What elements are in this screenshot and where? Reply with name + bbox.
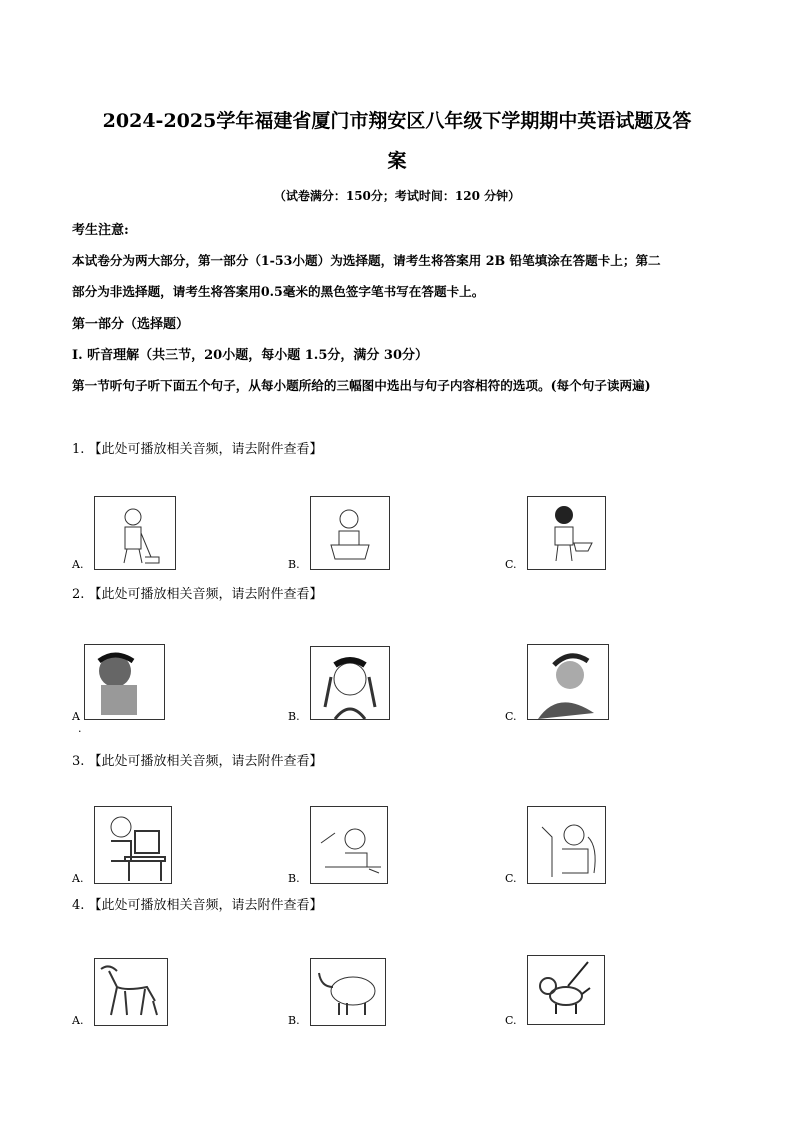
q4-option-b-image[interactable]	[310, 958, 386, 1026]
q1-option-c-image[interactable]	[527, 496, 606, 570]
q3-option-b-image[interactable]	[310, 806, 388, 884]
question-1-label: 1. 【此处可播放相关音频，请去附件查看】	[72, 442, 323, 457]
q2-option-a-dot: .	[78, 722, 82, 735]
q4-option-a-image[interactable]	[94, 958, 168, 1026]
q1-option-a-image[interactable]	[94, 496, 176, 570]
q3-option-a-image[interactable]	[94, 806, 172, 884]
notice-line-2: 部分为非选择题，请考生将答案用0.5毫米的黑色签字笔书写在答题卡上。	[72, 284, 485, 299]
q2-option-c: C.	[505, 710, 517, 723]
q2-option-b: B.	[288, 710, 300, 723]
question-3-label: 3. 【此处可播放相关音频，请去附件查看】	[72, 754, 323, 769]
section-1-heading: Ⅰ. 听音理解（共三节，20小题，每小题 1.5分，满分 30分）	[72, 348, 428, 363]
title-line-1: 2024-2025学年福建省厦门市翔安区八年级下学期期中英语试题及答	[102, 110, 692, 132]
q2-option-b-image[interactable]	[310, 646, 390, 720]
q1-option-a: A.	[72, 558, 84, 571]
q4-option-c-image[interactable]	[527, 955, 605, 1025]
title-line-2: 案	[387, 150, 407, 172]
q3-option-a: A.	[72, 872, 84, 885]
q2-option-a: A	[72, 710, 80, 723]
subtitle: （试卷满分：150分；考试时间：120 分钟）	[273, 189, 521, 203]
q2-option-c-image[interactable]	[527, 644, 609, 720]
q3-option-c: C.	[505, 872, 517, 885]
q3-option-c-image[interactable]	[527, 806, 606, 884]
q1-option-b-image[interactable]	[310, 496, 390, 570]
q1-option-b: B.	[288, 558, 300, 571]
q4-option-b: B.	[288, 1014, 300, 1027]
question-2-label: 2. 【此处可播放相关音频，请去附件查看】	[72, 587, 323, 602]
q1-option-c: C.	[505, 558, 517, 571]
notice-line-1: 本试卷分为两大部分，第一部分（1-53小题）为选择题，请考生将答案用 2B 铅笔填涂在答题卡上；第二	[72, 253, 661, 268]
q4-option-c: C.	[505, 1014, 517, 1027]
part-1-heading: 第一部分（选择题）	[72, 317, 190, 332]
q3-option-b: B.	[288, 872, 300, 885]
q4-option-a: A.	[72, 1014, 84, 1027]
question-4-label: 4. 【此处可播放相关音频，请去附件查看】	[72, 898, 323, 913]
q2-option-a-image[interactable]	[84, 644, 165, 720]
notice-heading: 考生注意:	[72, 223, 129, 238]
section-1-intro: 第一节听句子听下面五个句子，从每小题所给的三幅图中选出与句子内容相符的选项。(每个句子读两遍)	[72, 378, 651, 393]
